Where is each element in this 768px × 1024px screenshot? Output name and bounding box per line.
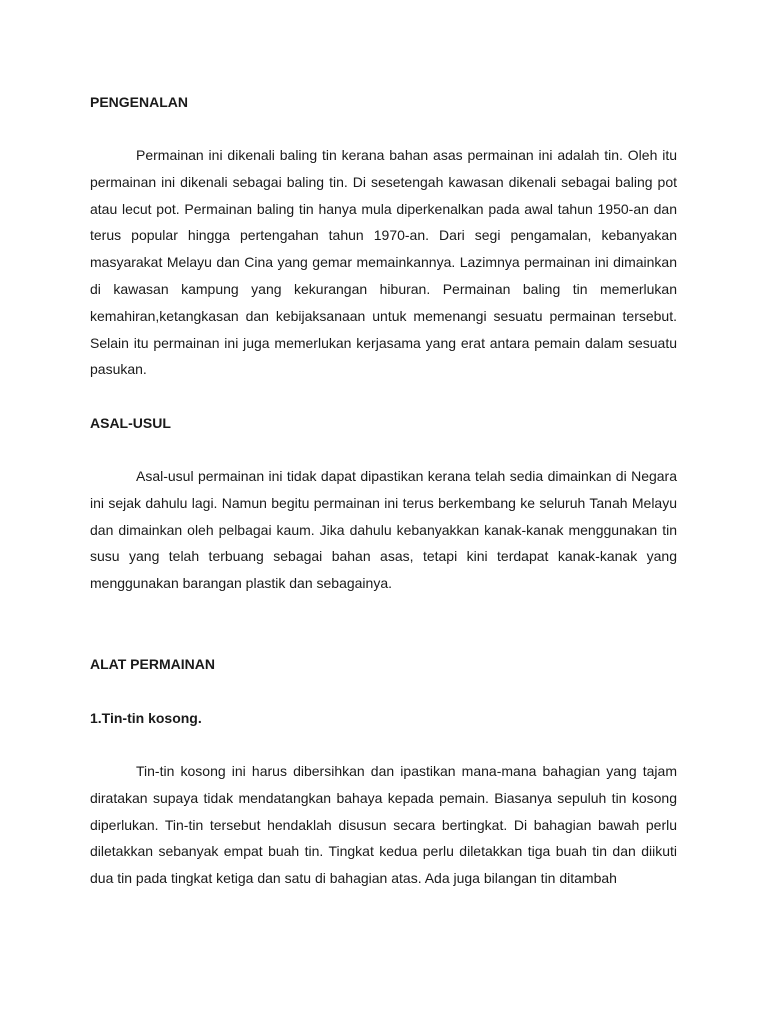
subheading-tin-tin-kosong: 1.Tin-tin kosong.: [90, 710, 202, 726]
paragraph-asal-usul: Asal-usul permainan ini tidak dapat dipastikan kerana telah sedia dimainkan di Negara ini sejak dahulu lagi. Namun begitu permainan ini terus berkembang ke seluruh Tanah Melayu dan dimainkan oleh pelbagai kaum. Jika dahulu kebanyakkan kanak-kanak menggunakan tin susu yang telah terbuang sebagai bahan asas, tetapi kini terdapat kanak-kanak yang menggunakan barangan plastik dan sebagainya.: [90, 468, 677, 592]
heading-alat-permainan: ALAT PERMAINAN: [90, 656, 215, 672]
heading-pengenalan: PENGENALAN: [90, 94, 189, 110]
paragraph-pengenalan: Permainan ini dikenali baling tin kerana bahan asas permainan ini adalah tin. Oleh itu permainan ini dikenali sebagai baling tin. Di sesetengah kawasan dikenali sebagai baling pot atau lecut pot. Permainan baling tin hanya mula diperkenalkan pada awal tahun 1950-an dan terus popular hingga pertengahan tahun 1970-an. Dari segi pengamalan, kebanyakan masyarakat Melayu dan Cina yang gemar memainkannya. Lazimnya permainan ini dimainkan di kawasan kampung yang kekurangan hiburan. Permainan baling tin memerlukan kemahiran,ketangkasan dan kebijaksanaan untuk memenangi sesuatu permainan tersebut. Selain itu permainan ini juga memerlukan kerjasama yang erat antara pemain dalam sesuatu pasukan.: [90, 147, 677, 378]
paragraph-tin-tin-kosong: Tin-tin kosong ini harus dibersihkan dan ipastikan mana-mana bahagian yang tajam diratakan supaya tidak mendatangkan bahaya kepada pemain. Biasanya sepuluh tin kosong diperlukan. Tin-tin tersebut hendaklah disusun secara bertingkat. Di bahagian bawah perlu diletakkan sebanyak empat buah tin. Tingkat kedua perlu diletakkan tiga buah tin dan diikuti dua tin pada tingkat ketiga dan satu di bahagian atas. Ada juga bilangan tin ditambah: [90, 763, 677, 887]
heading-asal-usul: ASAL-USUL: [90, 415, 171, 431]
document-page: [90, 0, 677, 1024]
